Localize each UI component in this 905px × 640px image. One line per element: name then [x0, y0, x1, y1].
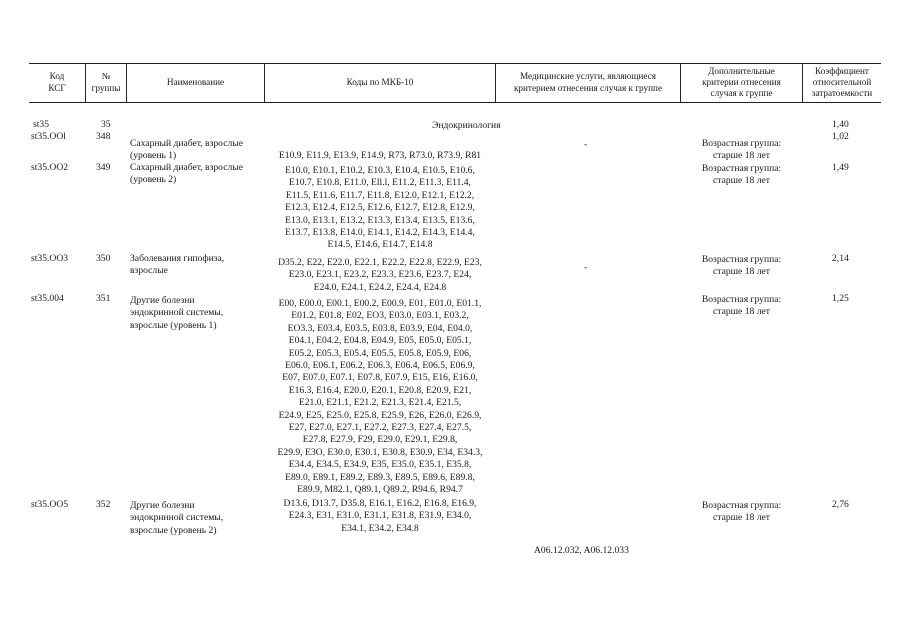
criteria-line: старше 18 лет — [713, 512, 770, 524]
mkb-line: E89.0, E89.1, E89.2, E89.3, E89.5, E89.6, E89.8, — [285, 471, 475, 483]
mkb-line: D13.6, D13.7, D35.8, E16.1, E16.2, E16.8, E16.9, — [283, 498, 477, 509]
row-code: st35.OO5 — [31, 499, 69, 510]
mkb-line: D35.2, E22, E22.0, E22.1, E22.2, E22.8, E22.9, E23, — [278, 257, 482, 268]
row-code: st35.OO2 — [31, 162, 69, 173]
mkb-line: E21.0, E21.1, E21.2, E21.3, E21.4, E21.5, — [298, 397, 462, 409]
row-mkb-codes — [265, 150, 495, 162]
profile-group: 35 — [101, 119, 111, 130]
mkb-line: E23.0, E23.1, E23.2, E23.3, E23.6, E23.7, E24, — [288, 269, 472, 281]
mkb-line: E10.0, E10.1, E10.2, E10.3, E10.4, E10.5, E10.6, — [285, 165, 475, 176]
row-criteria — [681, 254, 802, 279]
row-name — [130, 162, 243, 187]
row-criteria — [681, 138, 802, 163]
mkb-line: E00, E00.0, E00.1, E00.2, E00.9, E01, E01.0, E01.1, — [278, 298, 482, 309]
header-criteria-line: Дополнительные — [708, 65, 775, 76]
row-name-line: эндокринной системы, — [130, 512, 224, 524]
profile-title: Эндокринология — [432, 120, 501, 131]
mkb-line: E24.3, E31, E31.0, E31.1, E31.8, E31.9, E34.0, — [288, 510, 472, 522]
row-coefficient: 1,49 — [832, 162, 849, 173]
row-name — [130, 295, 223, 332]
row-mkb-codes — [265, 298, 495, 497]
row-name-line: Другие болезни — [130, 295, 195, 306]
mkb-line: E29.9, E3O, E30.0, E30.1, E30.8, E30.9, E34, E34.3, — [277, 446, 483, 458]
row-service: - — [584, 139, 588, 150]
header-criteria-line: случая к группе — [710, 88, 773, 99]
header-services — [496, 63, 680, 102]
header-group-number — [86, 63, 126, 102]
row-name-line: Сахарный диабет, взрослые — [130, 162, 243, 173]
header-criteria-line: критерии отнесения — [702, 76, 781, 87]
criteria-line: Возрастная группа: — [701, 254, 782, 265]
mkb-line: E04.1, E04.2, E04.8, E04.9, E05, E05.0, E05.1, — [288, 335, 472, 347]
mkb-line: E34.4, E34.5, E34.9, E35, E35.0, E35.1, E35.8, — [288, 459, 472, 471]
services-codes: A06.12.032, A06.12.033 — [534, 545, 629, 556]
row-name — [130, 253, 224, 278]
header-code-line: Код — [49, 71, 65, 82]
row-service: - — [584, 262, 588, 273]
header-coef-line: относительной — [812, 76, 872, 87]
row-group: 352 — [96, 499, 111, 510]
profile-code: st35 — [33, 119, 49, 130]
mkb-line: E14.5, E14.6, E14.7, E14.8 — [327, 239, 433, 251]
criteria-line: старше 18 лет — [713, 175, 770, 187]
row-mkb-codes — [265, 257, 495, 294]
row-name — [130, 138, 243, 163]
row-criteria — [681, 500, 802, 525]
mkb-line: E16.3, E16.4, E20.0, E20.1, E20.8, E20.9, E21, — [288, 384, 472, 396]
row-coefficient: 1,02 — [832, 131, 849, 142]
profile-coefficient: 1,40 — [832, 119, 849, 130]
criteria-line: Возрастная группа: — [701, 138, 782, 149]
mkb-line: E07, E07.0, E07.1, E07.8, E07.9, E15, E16, E16.0, — [282, 372, 478, 384]
criteria-line: старше 18 лет — [713, 150, 770, 162]
header-coefficient — [803, 63, 881, 102]
mkb-line: E34.1, E34.2, E34.8 — [341, 522, 419, 534]
header-bottom-rule — [29, 102, 881, 103]
criteria-line: старше 18 лет — [713, 306, 770, 318]
row-name-line: Сахарный диабет, взрослые — [130, 138, 243, 149]
mkb-line: E27, E27.0, E27.1, E27.2, E27.3, E27.4, E27.5, — [288, 422, 472, 434]
header-coef-line: Коэффициент — [815, 65, 869, 76]
header-services-line: Медицинские услуги, являющиеся — [519, 71, 657, 82]
mkb-line: E06.0, E06.1, E06.2, E06.3, E06.4, E06.5, E06.9, — [285, 360, 475, 372]
row-code: st35.OO3 — [31, 253, 69, 264]
row-name-line: Другие болезни — [130, 500, 195, 511]
header-name-text: Наименование — [166, 76, 225, 87]
header-name — [127, 63, 264, 102]
row-name — [130, 500, 223, 537]
mkb-line: E10.7, E10.8, E11.0, Ell.l, E11.2, E11.3, E11.4, — [289, 177, 471, 189]
header-services-line: критерием отнесения случая к группе — [513, 82, 663, 93]
row-coefficient: 2,76 — [832, 499, 849, 510]
mkb-line: E13.7, E13.8, E14.0, E14.1, E14.2, E14.3, E14.4, — [285, 227, 475, 239]
mkb-line: E89.9, M82.1, Q89.1, Q89.2, R94.6, R94.7 — [297, 484, 463, 496]
mkb-line: E10.9, E11.9, E13.9, E14.9, R73, R73.0, R73.9, R81 — [278, 150, 482, 161]
mkb-line: E05.2, E05.3, E05.4, E05.5, E05.8, E05.9, E06, — [288, 347, 472, 359]
criteria-line: Возрастная группа: — [701, 294, 782, 305]
mkb-line: E11.5, E11.6, E11.7, E11.8, E12.0, E12.1, E12.2, — [285, 189, 475, 201]
row-name-line: (уровень 1) — [130, 150, 177, 162]
header-group-line: группы — [91, 82, 121, 93]
header-code-line: КСГ — [48, 82, 66, 93]
row-code: st35.004 — [31, 293, 64, 304]
mkb-line: E01.2, E01.8, E02, EO3, E03.0, E03.1, E03.2, — [291, 310, 469, 322]
header-mkb — [265, 63, 495, 102]
row-name-line: (уровень 2) — [130, 174, 177, 186]
row-name-line: взрослые (уровень 1) — [130, 319, 217, 331]
mkb-line: E24.9, E25, E25.0, E25.8, E25.9, E26, E26.0, E26.9, — [278, 409, 482, 421]
mkb-line: E24.0, E24.1, E24.2, E24.4, E24.8 — [313, 281, 447, 293]
mkb-line: EO3.3, E03.4, E03.5, E03.8, E03.9, E04, E04.0, — [287, 322, 473, 334]
header-group-line: № — [101, 71, 111, 82]
row-coefficient: 1,25 — [832, 293, 849, 304]
criteria-line: Возрастная группа: — [701, 163, 782, 174]
row-mkb-codes — [265, 498, 495, 535]
row-name-line: взрослые — [130, 265, 168, 277]
row-criteria — [681, 294, 802, 319]
row-group: 349 — [96, 162, 111, 173]
header-coef-line: затратоемкости — [811, 88, 873, 99]
row-mkb-codes — [265, 165, 495, 252]
row-criteria — [681, 163, 802, 188]
header-criteria — [681, 63, 802, 102]
mkb-line: E12.3, E12.4, E12.5, E12.6, E12.7, E12.8, E12.9, — [285, 202, 475, 214]
criteria-line: старше 18 лет — [713, 266, 770, 278]
row-name-line: Заболевания гипофиза, — [130, 253, 225, 264]
row-group: 351 — [96, 293, 111, 304]
row-name-line: взрослые (уровень 2) — [130, 524, 217, 536]
header-mkb-text: Коды по МКБ-10 — [346, 76, 414, 87]
row-coefficient: 2,14 — [832, 253, 849, 264]
mkb-line: E27.8, E27.9, F29, E29.0, E29.1, E29.8, — [302, 434, 458, 446]
row-name-line: эндокринной системы, — [130, 307, 224, 319]
mkb-line: E13.0, E13.1, E13.2, E13.3, E13.4, E13.5, E13.6, — [285, 214, 475, 226]
criteria-line: Возрастная группа: — [701, 500, 782, 511]
row-group: 350 — [96, 253, 111, 264]
row-group: 348 — [96, 131, 111, 142]
row-code: st35.OOl — [31, 131, 66, 142]
header-code — [29, 63, 85, 102]
